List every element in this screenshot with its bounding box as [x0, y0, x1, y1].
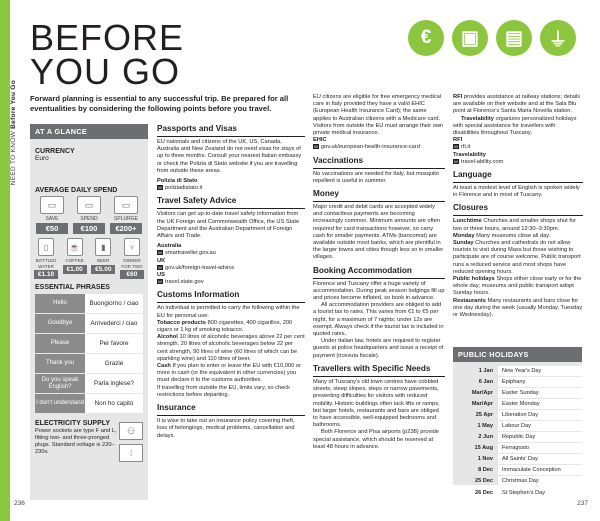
- closure-label: Public holidays: [453, 276, 495, 283]
- phrase-row: [35, 354, 143, 373]
- advice-uk-link[interactable]: [157, 265, 305, 272]
- booking-text-1: Florence and Tuscany offer a huge variety of accommodation. During peak season lodgings fill up and prices become inflated, so book in advance.: [313, 280, 445, 302]
- holiday-row: [453, 387, 582, 398]
- plug-icon: ⏚: [540, 20, 576, 56]
- intro-text: Forward planning is essential to any successful trip. Be prepared for all eventualities by considering the following points before you travel.: [30, 94, 289, 113]
- page-title-line1: BEFORE: [30, 17, 185, 58]
- holiday-row: [453, 409, 582, 420]
- wallet-icon: ▭: [77, 196, 101, 214]
- customs-title: Customs Information: [157, 290, 305, 303]
- phrase-row: [35, 374, 143, 393]
- rfi-link[interactable]: [453, 144, 583, 151]
- holiday-name: St Stephen's Day: [498, 488, 582, 498]
- phrase-italian: Arrivederci / ciao: [85, 314, 143, 333]
- holiday-name: Easter Sunday: [498, 388, 582, 398]
- cost-coffee: [63, 238, 87, 279]
- advice-text: Visitors can get up-to-date travel safety information from the UK Foreign and Commonwealth Office, the US State Department and the Australian Department of Foreign Affairs and Trade.: [157, 211, 300, 240]
- advice-australia: Australia: [157, 243, 182, 250]
- spend-save: [36, 196, 68, 234]
- wallet-icon: ▭: [40, 196, 64, 214]
- tobacco-label: Tobacco products: [157, 319, 206, 326]
- travelability-text: [453, 116, 583, 138]
- phrase-english: Hello: [35, 294, 85, 313]
- polizia-url: poliziadistato.it: [165, 185, 203, 192]
- phrase-italian: Parla inglese?: [85, 374, 143, 393]
- phrase-italian: Buongiorno / ciao: [85, 294, 143, 313]
- holiday-date: 26 Dec: [474, 489, 493, 496]
- travelability-url: travel-ability.com: [461, 158, 504, 165]
- closure-text: Shops either close early or for the whole day; museums and public transport adopt Sunday hours.: [453, 276, 582, 297]
- advice-title: Travel Safety Advice: [157, 196, 305, 209]
- specific-needs-text-1: Many of Tuscany's old town centres have cobbled streets, steep slopes, steps or narrow pavements, presenting difficulties for visitors with reduced mobility. Historic buildings often lack lifts or ramps, but larger hotels, restaurants and bars are obliged to have accessible, well-equipped bedrooms and bathrooms.: [313, 378, 440, 429]
- customs-alcohol: [157, 334, 305, 363]
- cost-label: COFFEE: [65, 258, 84, 263]
- closure-text: Churches and smaller shops shut for two or three hours, around 12:30–3:30pm.: [453, 218, 576, 232]
- beer-icon: ▮: [95, 238, 111, 256]
- closure-label: Lunchtime: [453, 218, 482, 225]
- holiday-row: [453, 443, 582, 454]
- cost-label: DINNER FOR TWO: [121, 258, 143, 269]
- holiday-date: Mar/Apr: [471, 389, 493, 396]
- phrase-row: [35, 334, 143, 353]
- column-two: [157, 124, 305, 443]
- currency-title: CURRENCY: [35, 148, 75, 155]
- language-title: Language: [453, 170, 583, 183]
- closure-label: Monday: [453, 232, 475, 239]
- holiday-name: Labour Day: [498, 421, 582, 431]
- phrase-italian: Per favore: [85, 334, 143, 353]
- advice-us-url: travel.state.gov: [165, 279, 204, 286]
- cost-value: €1.10: [34, 270, 58, 279]
- spend-label: SPLURGE: [114, 216, 138, 222]
- phrase-english: Goodbye: [35, 314, 85, 333]
- page-title-line2: YOU GO: [30, 51, 181, 92]
- money-title: Money: [313, 189, 445, 202]
- phrase-english: Do you speak English?: [35, 374, 85, 393]
- advice-au-url: smartraveller.gov.au: [165, 250, 216, 257]
- travelability-lead: Travelability: [461, 115, 494, 122]
- customs-cash: [157, 363, 305, 385]
- public-holidays-box: [453, 347, 582, 496]
- customs-outro: If travelling from outside the EU, limits vary, so check restrictions before departing.: [157, 384, 290, 398]
- cash-label: Cash: [157, 363, 171, 370]
- passport-icon: ▣: [452, 20, 488, 56]
- polizia-name: Polizia di Stato: [157, 178, 198, 185]
- holiday-row: [453, 365, 582, 376]
- holiday-name: Easter Monday: [498, 399, 582, 409]
- travelability-body: organizes personalized holidays with special assistance for travellers with disabilities throughout Tuscany.: [453, 115, 577, 137]
- side-label-section: Before You Go: [10, 80, 17, 129]
- plug-type-f-icon: ⚇: [119, 422, 143, 440]
- public-holidays-header: PUBLIC HOLIDAYS: [453, 347, 582, 362]
- booking-text-2: All accommodation providers are obliged to add a tourist tax to rates. This varies from €1 to €5 per night, for a maximum of 7 nights; under 12s are exempt. Always check if the tourist tax is included in quoted rates.: [313, 302, 444, 338]
- advice-au-link[interactable]: [157, 250, 305, 257]
- holiday-date: 1 May: [477, 423, 493, 430]
- vaccinations-text: No vaccinations are needed for Italy, but mosquito repellent is useful in summer.: [313, 170, 440, 184]
- holiday-name: All Saints' Day: [498, 454, 582, 464]
- holiday-row: [453, 454, 582, 465]
- alcohol-text: 10 litres of alcoholic beverages above 22 per cent strength, 20 litres of alcoholic beverages below 22 per cent strength, 90 litres of wine (60 litres of which can be sparkling wine) and 110 litres of beer.: [157, 334, 305, 362]
- phrase-row: [35, 394, 143, 413]
- holiday-row: [453, 487, 582, 498]
- side-label-prefix: NEED TO KNOW: [10, 130, 17, 186]
- booking-title: Booking Accommodation: [313, 266, 445, 279]
- closures-title: Closures: [453, 203, 583, 216]
- cost-value: €60: [120, 270, 144, 279]
- column-three: [313, 94, 445, 454]
- closure-item: [453, 233, 583, 240]
- closure-item: [453, 276, 583, 298]
- cost-label: BOTTLED WATER: [35, 258, 57, 269]
- holiday-name: Republic Day: [498, 432, 582, 442]
- holiday-date: 2 Jun: [478, 434, 493, 441]
- at-a-glance-box: [30, 124, 148, 500]
- spend-spend: [73, 196, 105, 234]
- euro-icon: €: [408, 20, 444, 56]
- insurance-ehic-text: EU citizens are eligible for free emergency medical care in Italy provided they have a valid EHIC (European Health Insurance Card); the same applies to Australian citizens with a Medicare card. Visitors from outside the EU must arrange their own private medical insurance.: [313, 94, 444, 137]
- booking-text-3: Under Italian law, hotels are required to register guests at police headquarters and issue a receipt of payment (ricevuta fiscale).: [313, 338, 444, 359]
- web-icon: W: [158, 250, 162, 256]
- customs-tobacco: [157, 320, 305, 334]
- currency-value: Euro: [35, 155, 49, 162]
- spend-splurge: [110, 196, 142, 234]
- rfi-url: rfi.it: [461, 144, 471, 151]
- advice-uk: UK: [157, 257, 166, 264]
- electricity-title: ELECTRICITY SUPPLY: [35, 420, 111, 427]
- cash-text: If you plan to enter or leave the EU with €10,000 or more in cash (or the equivalent in other currencies) you must declare it to the customs authorities.: [157, 363, 301, 384]
- web-icon: W: [454, 158, 458, 164]
- holiday-date: 1 Jan: [478, 367, 493, 374]
- page-number-left: 236: [14, 500, 25, 507]
- holiday-row: [453, 432, 582, 443]
- customs-intro: An individual is permitted to carry the following within the EU for personal use:: [157, 305, 300, 319]
- cost-beer: [91, 238, 115, 279]
- plug-type-l-icon: ⁝: [119, 444, 143, 462]
- advice-uk-url: gov.uk/foreign-travel-advice: [165, 264, 235, 271]
- holiday-row: [453, 420, 582, 431]
- web-icon: W: [314, 144, 318, 150]
- travelability-link[interactable]: [453, 159, 583, 166]
- web-icon: W: [158, 264, 162, 270]
- insurance-title: Insurance: [157, 403, 305, 416]
- holiday-date: 25 Dec: [474, 478, 493, 485]
- travelability-label: Travelability: [453, 151, 486, 158]
- specific-needs-text-2: Both Florence and Pisa airports (p238) provide special assistance, which should be reserved at least 48 hours in advance.: [313, 429, 439, 450]
- advice-us-link[interactable]: [157, 279, 305, 286]
- spend-levels: [30, 194, 148, 236]
- holiday-date: 6 Jan: [478, 378, 493, 385]
- electricity-text: Power sockets are type F and L, fitting two- and three-pronged plugs. Standard voltage is 220–230v.: [35, 428, 117, 455]
- rfi-text: [453, 94, 583, 116]
- page-number-right: 237: [577, 500, 588, 507]
- holiday-row: [453, 465, 582, 476]
- web-icon: W: [158, 185, 162, 191]
- money-text: Major credit and debit cards are accepted widely and contactless payments are becoming increasingly common. Minimum amounts are often required for card transactions however, so carry cash for smaller payments. ATMs (bancomat) are available outside most banks, which are plentiful in the larger towns and cities though less so in smaller villages.: [313, 204, 444, 261]
- holiday-name: Epiphany: [498, 377, 582, 387]
- coffee-icon: ☕: [67, 238, 83, 256]
- rfi-label: RFI: [453, 137, 463, 144]
- insurance-text: It is wise to take out an insurance policy covering theft, loss of belongings, medical problems, cancellation and delays.: [157, 418, 295, 439]
- closure-text: Churches and cathedrals do not allow tourists to visit during Mass but those wishing to participate are of course welcome. Public transport runs a reduced service and most shops have reduced opening hours.: [453, 240, 581, 275]
- holiday-name: Christmas Day: [498, 476, 582, 486]
- bottle-icon: ▯: [38, 238, 54, 256]
- web-icon: W: [158, 279, 162, 285]
- holiday-name: Ferragosto: [498, 443, 582, 453]
- cost-water: [34, 238, 58, 279]
- closure-text: Many museums close all day.: [476, 232, 551, 239]
- holiday-row: [453, 376, 582, 387]
- phrase-english: Thank you: [35, 354, 85, 373]
- holiday-name: New Year's Day: [498, 366, 582, 376]
- column-four: [453, 94, 583, 319]
- phrase-english: I don't understand: [35, 394, 85, 413]
- at-a-glance-header: AT A GLANCE: [30, 124, 148, 139]
- phrase-italian: Non ho capito: [85, 394, 143, 413]
- ehic-url: gov.uk/european-health-insurance-card: [321, 144, 420, 151]
- cost-dinner: [120, 238, 144, 279]
- spend-title: AVERAGE DAILY SPEND: [35, 187, 118, 194]
- alcohol-label: Alcohol: [157, 334, 178, 341]
- closure-label: Restaurants: [453, 297, 486, 304]
- closure-item: [453, 240, 583, 276]
- wine-glass-icon: ♆: [124, 238, 140, 256]
- vaccinations-title: Vaccinations: [313, 156, 445, 169]
- closure-label: Sunday: [453, 240, 474, 247]
- header-icons: [408, 20, 576, 56]
- tobacco-text: 800 cigarettes, 400 cigarillos, 200 cigars or 1 kg of smoking tobacco.: [157, 319, 293, 334]
- closure-item: [453, 218, 583, 232]
- holiday-date: 1 Nov: [477, 456, 493, 463]
- spend-value: €200+: [110, 223, 142, 234]
- web-icon: W: [454, 144, 458, 150]
- closure-item: [453, 298, 583, 320]
- cost-value: €1.00: [63, 265, 87, 274]
- sample-costs: [30, 236, 148, 281]
- advice-us: US: [157, 272, 165, 279]
- spend-label: SPEND: [80, 216, 98, 222]
- ehic-link[interactable]: [313, 144, 445, 151]
- closure-text: Many restaurants and bars close for one day during the week (usually Monday, Tuesday or Wednesday).: [453, 297, 583, 319]
- rfi-lead: RFI: [453, 94, 463, 100]
- spend-value: €100: [73, 223, 105, 234]
- cost-value: €5.00: [91, 265, 115, 274]
- holiday-date: 8 Dec: [478, 467, 493, 474]
- holiday-name: Liberation Day: [498, 410, 582, 420]
- phrase-row: [35, 294, 143, 313]
- language-text: At least a modest level of English is spoken widely in Florence and in most of Tuscany.: [453, 185, 580, 199]
- suitcase-icon: ▤: [496, 20, 532, 56]
- ehic-label: EHIC: [313, 137, 327, 144]
- phrase-row: [35, 314, 143, 333]
- phrases-list: [30, 294, 148, 413]
- electricity-section: [30, 420, 148, 462]
- holiday-row: [453, 398, 582, 409]
- passports-text: EU nationals and citizens of the UK, US, Canada, Australia and New Zealand do not need visas for stays of up to three months. Consult your nearest Italian embassy or check the Polizia di Stato website if you are travelling from outside these areas.: [157, 139, 302, 174]
- phrases-title: ESSENTIAL PHRASES: [35, 284, 110, 291]
- phrase-italian: Grazie: [85, 354, 143, 373]
- polizia-link[interactable]: [157, 185, 305, 192]
- spend-label: SAVE: [45, 216, 59, 222]
- cost-label: BEER: [97, 258, 110, 263]
- holiday-date: Mar/Apr: [471, 400, 493, 407]
- side-color-strip: [0, 0, 10, 521]
- rfi-body: provides assistance at railway stations; details are available on their website and at the Sala Blu point at Florence's Santa Maria Novella station.: [453, 94, 581, 115]
- wallet-icon: ▭: [114, 196, 138, 214]
- passports-title: Passports and Visas: [157, 124, 305, 137]
- side-section-label: [10, 80, 24, 420]
- specific-needs-title: Travellers with Specific Needs: [313, 364, 445, 377]
- holiday-row: [453, 476, 582, 487]
- holiday-name: Immaculate Conception: [498, 465, 582, 475]
- holiday-date: 15 Aug: [474, 445, 493, 452]
- spend-value: €50: [36, 223, 68, 234]
- holiday-date: 25 Apr: [475, 411, 493, 418]
- phrase-english: Please: [35, 334, 85, 353]
